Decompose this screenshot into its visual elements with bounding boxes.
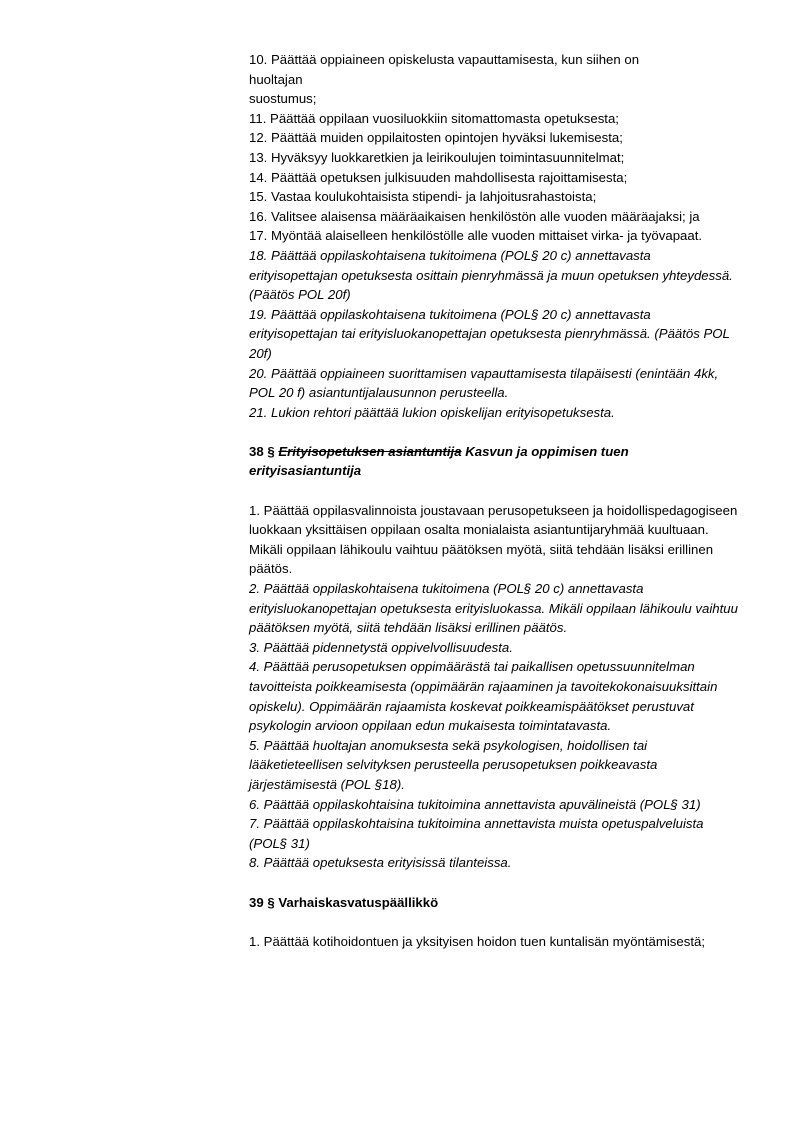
section-38-list [249,501,739,873]
spacer [249,481,739,501]
list-item: 21. Lukion rehtori päättää lukion opiskelijan erityisopetuksesta. [249,404,615,420]
section-38-struck-title: Erityisopetuksen asiantuntija [278,443,462,459]
list-item: 1. Päättää oppilasvalinnoista joustavaan perusopetukseen ja hoidollispedagogiseen luokkaan yksittäisen oppilaan osalta monialaista asiantuntijaryhmää kuultuaan. Mikäli oppilaan lähikoulu vaihtuu päätöksen myötä, siitä tehdään lisäksi erillinen päätös. [249,502,738,577]
list-item: 11. Päättää oppilaan vuosiluokkiin sitomattomasta opetuksesta; [249,110,619,126]
list-item: 5. Päättää huoltajan anomuksesta sekä psykologisen, hoidollisen tai lääketieteellisen selvityksen perusteella perusopetuksen poikkeavasta järjestämisestä (POL §18). [249,737,658,792]
section-38-number: 38 § [249,443,275,459]
section-39-list [249,932,739,952]
section-37-list [249,50,739,422]
list-item: 10. Päättää oppiaineen opiskelusta vapauttamisesta, kun siihen on huoltajan suostumus; [249,52,640,107]
list-item: 3. Päättää pidennetystä oppivelvollisuudesta. [249,639,513,655]
spacer [249,873,739,893]
list-item: 4. Päättää perusopetuksen oppimäärästä tai paikallisen opetussuunnitelman tavoitteista poikkeamisesta (oppimäärän rajaaminen ja tavoitekokonaisuuksittain opiskelu). Oppimäärän rajaamista koskevat poikkeamispäätökset perustuvat psykologin arvioon oppilaan edun mukaisesta toimintatavasta. [249,659,718,734]
section-39-heading: 39 § Varhaiskasvatuspäällikkö [249,894,439,910]
list-item: 16. Valitsee alaisensa määräaikaisen henkilöstön alle vuoden määräajaksi; ja [249,208,700,224]
spacer [249,422,739,442]
list-item: 17. Myöntää alaiselleen henkilöstölle alle vuoden mittaiset virka- ja työvapaat. [249,228,703,244]
list-item: 18. Päättää oppilaskohtaisena tukitoimena (POL§ 20 c) annettavasta erityisopettajan opetuksesta osittain pienryhmässä ja muun opetuksen yhteydessä. (Päätös POL 20f) [249,247,733,303]
section-38-new-title: Kasvun ja oppimisen tuen erityisasiantuntija [249,443,629,479]
list-item: 20. Päättää oppiaineen suorittamisen vapauttamisesta tilapäisesti (enintään 4kk, POL 20 f) asiantuntijalausunnon perusteella. [249,365,719,401]
document-body [249,50,739,951]
list-item: 19. Päättää oppilaskohtaisena tukitoimena (POL§ 20 c) annettavasta erityisopettajan tai erityisluokanopettajan opetuksesta pienryhmässä. (Päätös POL 20f) [249,306,730,361]
spacer [249,912,739,932]
list-item: 2. Päättää oppilaskohtaisena tukitoimena (POL§ 20 c) annettavasta erityisluokanopettajan opetuksesta erityisluokassa. Mikäli oppilaan lähikoulu vaihtuu päätöksen myötä, siitä tehdään lisäksi erillinen päätös. [249,581,738,636]
list-item: 12. Päättää muiden oppilaitosten opintojen hyväksi lukemisesta; [249,130,623,146]
list-item: 6. Päättää oppilaskohtaisina tukitoimina annettavista apuvälineistä (POL§ 31) [249,796,701,812]
section-38-heading [249,442,739,481]
list-item: 15. Vastaa koulukohtaisista stipendi- ja lahjoitusrahastoista; [249,189,597,205]
list-item: 1. Päättää kotihoidontuen ja yksityisen hoidon tuen kuntalisän myöntämisestä; [249,933,705,949]
list-item: 14. Päättää opetuksen julkisuuden mahdollisesta rajoittamisesta; [249,169,628,185]
list-item: 13. Hyväksyy luokkaretkien ja leirikoulujen toimintasuunnitelmat; [249,149,625,165]
list-item: 7. Päättää oppilaskohtaisina tukitoimina annettavista muista opetuspalveluista (POL§ 31) [249,816,704,851]
list-item: 8. Päättää opetuksesta erityisissä tilanteissa. [249,855,512,871]
